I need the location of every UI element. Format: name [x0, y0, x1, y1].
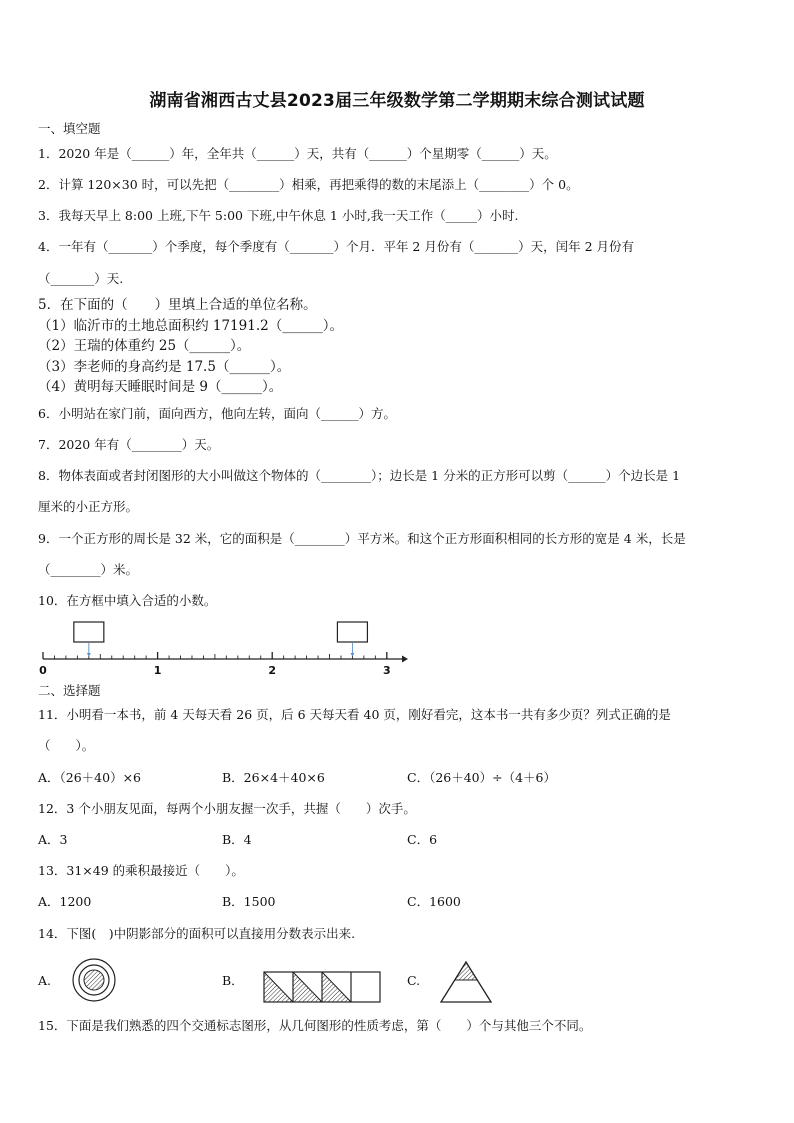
- question-5-item-4: （4）黄明每天睡眠时间是 9（______）。: [38, 379, 283, 395]
- q14-figure-b-squares: [262, 970, 384, 1004]
- question-1: 1．2020 年是（______）年，全年共（______）天，共有（______）个星期零（______）天。: [38, 146, 557, 161]
- pointer-arrow: [87, 653, 91, 657]
- q13-option-a[interactable]: A．1200: [38, 894, 92, 909]
- question-2: 2．计算 120×30 时，可以先把（________）相乘，再把乘得的数的末尾添上（________）个 0。: [38, 177, 579, 192]
- question-9-line1: 9．一个正方形的周长是 32 米，它的面积是（________）平方米。和这个正方形面积相同的长方形的宽是 4 米，长是: [38, 531, 686, 546]
- question-5-intro: 5．在下面的（ ）里填上合适的单位名称。: [38, 297, 317, 313]
- answer-box: [337, 622, 367, 642]
- question-7: 7．2020 年有（________）天。: [38, 437, 220, 452]
- number-line-ticks: [43, 652, 387, 659]
- q14-option-a[interactable]: A.: [38, 973, 52, 988]
- question-11-line1: 11．小明看一本书，前 4 天每天看 26 页，后 6 天每天看 40 页，刚好看完，这本书一共有多少页？列式正确的是: [38, 707, 671, 722]
- q12-option-a[interactable]: A．3: [38, 832, 68, 847]
- question-4-line2: （_______）天.: [38, 271, 124, 286]
- question-11-line2: （ ）。: [38, 738, 95, 753]
- pointer-arrow: [350, 653, 354, 657]
- question-14: 14．下图( )中阴影部分的面积可以直接用分数表示出来.: [38, 926, 356, 941]
- number-line-figure: [30, 618, 420, 680]
- q13-option-b[interactable]: B．1500: [222, 894, 276, 909]
- section-heading-fill: 一、填空题: [38, 121, 101, 136]
- q12-option-b[interactable]: B．4: [222, 832, 252, 847]
- number-line-arrow: [402, 656, 408, 663]
- question-5-item-2: （2）王瑞的体重约 25（______）。: [38, 338, 251, 354]
- question-10: 10．在方框中填入合适的小数。: [38, 593, 217, 608]
- question-9-line2: （________）米。: [38, 562, 139, 577]
- question-5-item-1: （1）临沂市的土地总面积约 17191.2（______）。: [38, 318, 343, 334]
- question-13: 13．31×49 的乘积最接近（ ）。: [38, 863, 244, 878]
- q11-option-c[interactable]: C．（26＋40）÷（4＋6）: [407, 770, 557, 785]
- q12-option-c[interactable]: C．6: [407, 832, 438, 847]
- q11-option-a[interactable]: A．（26＋40）×6: [38, 770, 142, 785]
- question-15: 15．下面是我们熟悉的四个交通标志图形，从几何图形的性质考虑，第（ ）个与其他三个不同。: [38, 1018, 592, 1033]
- q13-option-c[interactable]: C．1600: [407, 894, 461, 909]
- q14-option-b[interactable]: B．: [222, 973, 244, 988]
- number-line-labels: [39, 664, 390, 677]
- question-8-line1: 8．物体表面或者封闭图形的大小叫做这个物体的（________）；边长是 1 分米的正方形可以剪（______）个边长是 1: [38, 468, 681, 483]
- question-4-line1: 4．一年有（_______）个季度，每个季度有（_______）个月．平年 2 月份有（_______）天，闰年 2 月份有: [38, 239, 635, 254]
- q14-figure-c-triangle: [438, 958, 494, 1004]
- number-line-label: 0: [39, 664, 47, 677]
- page-title: 湖南省湘西古丈县2023届三年级数学第二学期期末综合测试试题: [149, 91, 645, 111]
- q14-figure-a-circles: [70, 956, 118, 1004]
- question-5-item-3: （3）李老师的身高约是 17.5（______）。: [38, 359, 291, 375]
- number-line-label: 2: [268, 664, 277, 677]
- question-3: 3．我每天早上 8:00 上班,下午 5:00 下班,中午休息 1 小时,我一天工作（_____）小时.: [38, 208, 519, 223]
- q11-option-b[interactable]: B．26×4＋40×6: [222, 770, 325, 785]
- number-line-label: 1: [153, 664, 162, 677]
- number-line-boxes: [74, 622, 368, 657]
- section-heading-choice: 二、选择题: [38, 683, 101, 698]
- question-8-line2: 厘米的小正方形。: [38, 499, 139, 514]
- number-line-label: 3: [382, 664, 391, 677]
- question-6: 6．小明站在家门前，面向西方，他向左转，面向（______）方。: [38, 406, 396, 421]
- answer-box: [74, 622, 104, 642]
- question-12: 12．3 个小朋友见面，每两个小朋友握一次手，共握（ ）次手。: [38, 801, 416, 816]
- q14-option-c[interactable]: C.: [407, 973, 421, 988]
